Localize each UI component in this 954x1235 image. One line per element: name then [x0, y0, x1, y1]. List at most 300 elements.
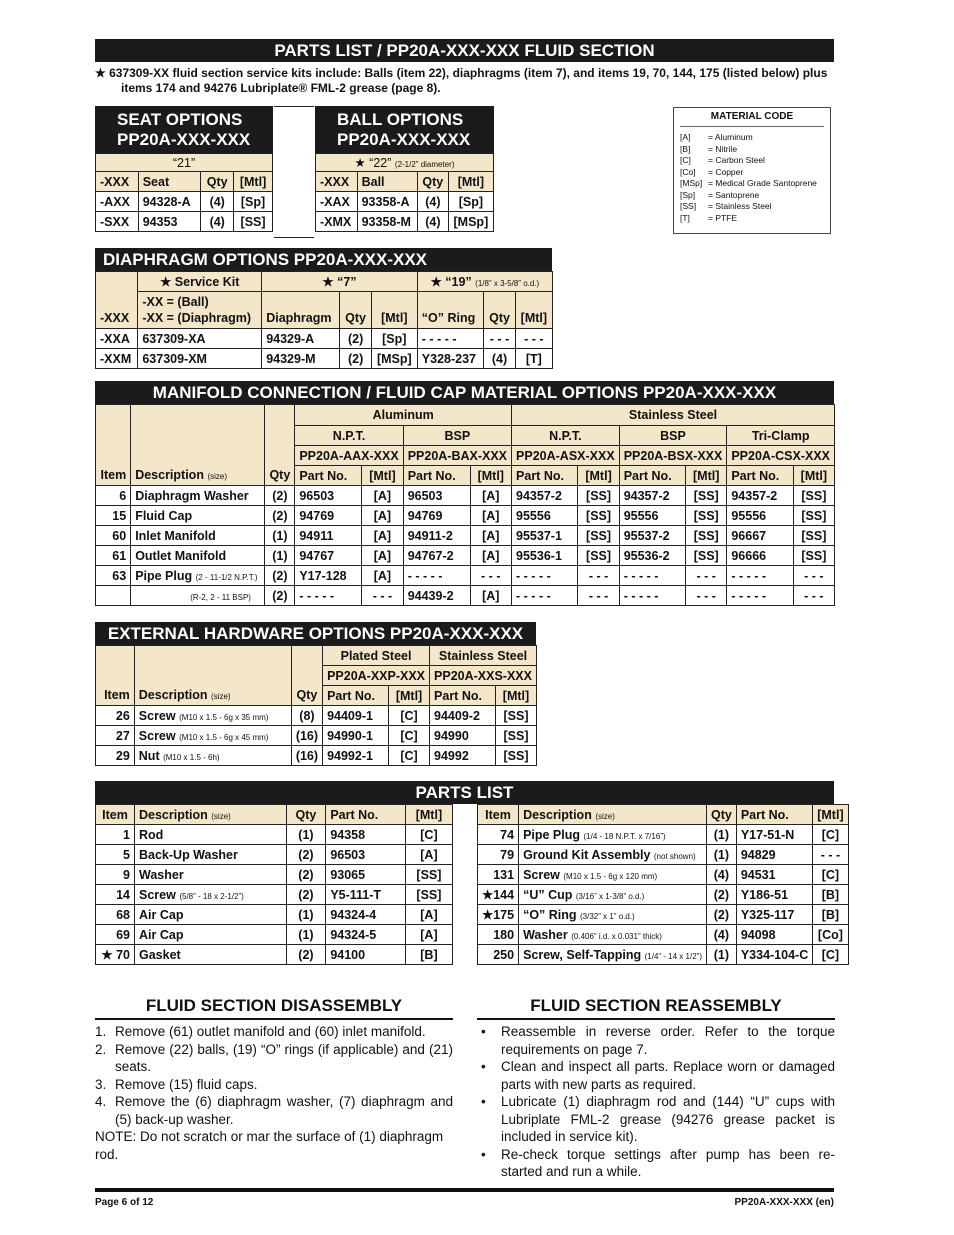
disassembly-title: FLUID SECTION DISASSEMBLY: [95, 994, 453, 1020]
cell: [SS]: [234, 212, 273, 232]
item-cell: 61: [96, 546, 131, 566]
table-row: [96, 845, 453, 865]
kit-note-line1: 637309-XX fluid section service kits include: Balls (item 22), diaphragms (item 7), and items 19, 70, 144, 175 (listed below) plus: [109, 66, 828, 80]
cell: 94992: [430, 746, 496, 766]
size-text: (1/4 - 18 N.P.T. x 7/16”): [583, 831, 666, 841]
cell: 94911-2: [403, 526, 470, 546]
mtl-header: [Mtl]: [793, 466, 834, 486]
qty-header: Qty: [286, 805, 326, 825]
h-npt-ss: N.P.T.: [512, 426, 620, 446]
desc-cell: [131, 586, 265, 606]
cell: 94357-2: [619, 486, 685, 506]
mtl-cell: [SS]: [405, 885, 452, 905]
item-cell: 14: [96, 885, 135, 905]
ball-title: BALL OPTIONS: [337, 110, 464, 129]
cell: - - -: [362, 586, 404, 606]
cell: - - - - -: [295, 586, 362, 606]
desc-cell: [135, 885, 287, 905]
diaphragm-h-kit-codes: [138, 292, 262, 329]
cell: [SS]: [686, 526, 727, 546]
item-cell: 5: [96, 845, 135, 865]
manifold-h-desc: [131, 405, 265, 486]
mtl-cell: [C]: [813, 865, 848, 885]
desc-cell: [135, 905, 287, 925]
cell: 94409-1: [323, 706, 389, 726]
mtl-cell: [Co]: [813, 925, 848, 945]
cell: - - - - -: [512, 586, 578, 606]
material-code-key: [Sp]: [680, 189, 696, 200]
size-label: (size): [211, 811, 231, 821]
item-cell: 79: [478, 845, 519, 865]
qty-cell: (2): [286, 865, 326, 885]
table-row: [96, 905, 453, 925]
desc-cell: [131, 506, 265, 526]
cell: [SS]: [686, 546, 727, 566]
mtl-cell: [C]: [405, 825, 452, 845]
cell: Y328-237: [417, 349, 484, 369]
table-row: [478, 945, 849, 965]
star-icon: ★: [95, 66, 106, 80]
cell: [SS]: [578, 546, 619, 566]
qty-cell: (2): [265, 506, 295, 526]
material-code-key: [B]: [680, 143, 691, 154]
bullet-icon: •: [481, 1059, 486, 1074]
cell: 95556: [619, 506, 685, 526]
code-aax: PP20A-AAX-XXX: [295, 446, 403, 466]
cell: 93358-A: [357, 192, 417, 212]
h-bsp: BSP: [403, 426, 511, 446]
desc-cell: [135, 825, 287, 845]
size-text: (1/4” - 14 x 1/2”): [644, 951, 702, 961]
footer-rule: [95, 1188, 834, 1192]
table-row: [478, 825, 849, 845]
desc-text: Fluid Cap: [135, 508, 193, 523]
ball-table: [315, 153, 494, 232]
cell: -XMX: [316, 212, 358, 232]
cell: - - -: [686, 586, 727, 606]
cell: [SS]: [793, 506, 834, 526]
qty-cell: (8): [291, 706, 322, 726]
diaphragm-h-kit: ★ Service Kit: [138, 272, 262, 292]
diaphragm-h-diaph: Diaphragm: [262, 292, 340, 329]
cell: 637309-XA: [138, 329, 262, 349]
cell: [Sp]: [234, 192, 273, 212]
size-text: (M10 x 1.5 - 6g x 35 mm): [179, 712, 269, 722]
manifold-h-item: Item: [96, 405, 131, 486]
cell: 95556: [512, 506, 578, 526]
desc-cell: [135, 945, 287, 965]
material-code-value: = Aluminum: [708, 132, 753, 142]
qty-cell: (2): [286, 885, 326, 905]
table-row: [478, 905, 849, 925]
step-text: Remove (61) outlet manifold and (60) inlet manifold.: [115, 1024, 426, 1039]
table-row: [96, 586, 835, 606]
diaphragm-h-19: [417, 272, 552, 292]
desc-text: Screw: [138, 708, 176, 723]
table-row: [478, 865, 849, 885]
item-cell: 74: [478, 825, 519, 845]
reassembly-bullet: [477, 1093, 835, 1146]
hw-h-part2: Part No.: [430, 686, 496, 706]
cell: [SS]: [495, 726, 536, 746]
size-text: (0.406” i.d. x 0.031” thick): [571, 931, 662, 941]
desc-text: Pipe Plug: [523, 827, 581, 842]
cell: - - - - -: [417, 329, 484, 349]
part-no-header: Part No.: [727, 466, 793, 486]
desc-text: Air Cap: [139, 907, 184, 922]
step-number: 3.: [95, 1076, 107, 1092]
part-cell: Y186-51: [736, 885, 812, 905]
hw-h-mtl: [Mtl]: [389, 686, 430, 706]
qty-cell: (4): [706, 865, 736, 885]
item-cell: 60: [96, 526, 131, 546]
cell: - - -: [686, 566, 727, 586]
desc-cell: [134, 746, 291, 766]
size-text: (M10 x 1.5 - 6g x 120 mm): [563, 871, 658, 881]
part-no-header: Part No.: [512, 466, 578, 486]
cell: 94353: [138, 212, 201, 232]
desc-cell: [519, 925, 707, 945]
table-row: [316, 212, 494, 232]
item-cell: 26: [96, 706, 135, 726]
manifold-table: [95, 404, 835, 606]
cell: [SS]: [793, 546, 834, 566]
table-row: [96, 706, 537, 726]
reassembly-bullet: [477, 1146, 835, 1181]
qty-cell: (1): [706, 845, 736, 865]
mtl-cell: [C]: [813, 825, 848, 845]
cell: [A]: [470, 506, 512, 526]
hw-h-item: Item: [96, 646, 135, 706]
cell: - - -: [515, 329, 552, 349]
desc-label: Description: [139, 807, 208, 822]
cell: -XXA: [96, 329, 138, 349]
material-code-value: = Copper: [708, 166, 744, 177]
cell: 94357-2: [512, 486, 578, 506]
part-cell: Y334-104-C: [736, 945, 812, 965]
cell: [A]: [362, 506, 404, 526]
parts-left-table: [95, 804, 453, 965]
desc-text: Screw, Self-Tapping: [523, 947, 642, 962]
qty-cell: (1): [265, 546, 295, 566]
desc-text: Washer: [139, 867, 184, 882]
code-xxp: PP20A-XXP-XXX: [323, 666, 430, 686]
hw-h-qty: Qty: [291, 646, 322, 706]
material-code-row: [680, 167, 824, 179]
material-code-key: [T]: [680, 212, 690, 223]
part-cell: Y17-51-N: [736, 825, 812, 845]
desc-text: Screw: [138, 728, 176, 743]
cell: [SS]: [793, 526, 834, 546]
cell: 94329-A: [262, 329, 340, 349]
kit-diaph-code: -XX = (Diaphragm): [142, 311, 252, 325]
desc-label: Description: [523, 807, 592, 822]
reassembly-bullet: [477, 1058, 835, 1093]
qty-cell: (2): [706, 905, 736, 925]
part-no-header: Part No.: [619, 466, 685, 486]
cell: 94911: [295, 526, 362, 546]
desc-text: Screw: [523, 867, 560, 882]
part-cell: 94098: [736, 925, 812, 945]
mtl-cell: [B]: [813, 905, 848, 925]
cell: (2): [340, 329, 371, 349]
reassembly-bullets: [477, 1023, 835, 1181]
cell: [SS]: [578, 486, 619, 506]
cell: 95536-1: [512, 546, 578, 566]
bullet-icon: •: [481, 1146, 486, 1162]
cell: 93358-M: [357, 212, 417, 232]
seat-h1: Seat: [138, 172, 201, 192]
qty-cell: (2): [706, 885, 736, 905]
material-code-row: [680, 144, 824, 156]
table-row: [96, 349, 553, 369]
cell: 95536-2: [619, 546, 685, 566]
kit-note-line2: items 174 and 94276 Lubriplate® FML-2 grease (page 8).: [121, 81, 441, 95]
item-cell: 27: [96, 726, 135, 746]
cell: - - - - -: [727, 566, 793, 586]
mtl-cell: [C]: [813, 945, 848, 965]
cell: [A]: [470, 526, 512, 546]
step-number: 4.: [95, 1094, 107, 1109]
mtl-cell: [A]: [405, 925, 452, 945]
size-text: (5/8” - 18 x 2-1/2”): [179, 891, 244, 901]
parts-title: PARTS LIST: [95, 781, 834, 804]
cell: - - -: [484, 329, 515, 349]
desc-header: [519, 805, 707, 825]
desc-cell: [135, 845, 287, 865]
cell: - - -: [793, 586, 834, 606]
desc-label: Description: [138, 688, 208, 702]
cell: - - -: [793, 566, 834, 586]
diaphragm-h-qty2: Qty: [484, 292, 515, 329]
diaphragm-h-mtl: [Mtl]: [371, 292, 417, 329]
diaphragm-h-oring: “O” Ring: [417, 292, 484, 329]
desc-cell: [519, 865, 707, 885]
part-cell: 94531: [736, 865, 812, 885]
cell: (4): [417, 212, 448, 232]
disassembly-note: NOTE: Do not scratch or mar the surface of (1) diaphragm rod.: [95, 1129, 444, 1162]
qty-cell: (2): [265, 486, 295, 506]
step-text: Remove (15) fluid caps.: [115, 1076, 258, 1092]
step-number: 1.: [95, 1024, 107, 1039]
qty-cell: (4): [706, 925, 736, 945]
cell: 94767-2: [403, 546, 470, 566]
cell: [T]: [515, 349, 552, 369]
table-row: [96, 329, 553, 349]
part-cell: 94358: [326, 825, 406, 845]
material-code-row: [680, 155, 824, 167]
qty-cell: (16): [291, 726, 322, 746]
ball-sub-label: ★ “22”: [354, 156, 392, 170]
mtl-cell: [A]: [405, 845, 452, 865]
footer-page: Page 6 of 12: [95, 1197, 154, 1208]
seat-h2: Qty: [201, 172, 234, 192]
parts-right-table: [477, 804, 849, 965]
hw-h-plated: Plated Steel: [323, 646, 430, 666]
cell: [A]: [470, 586, 512, 606]
reassembly-title: FLUID SECTION REASSEMBLY: [477, 994, 835, 1020]
cell: - - - - -: [619, 566, 685, 586]
desc-text: Back-Up Washer: [139, 847, 238, 862]
table-row: [96, 526, 835, 546]
cell: (4): [201, 212, 234, 232]
cell: [SS]: [686, 506, 727, 526]
cell: [Sp]: [371, 329, 417, 349]
table-row: [96, 865, 453, 885]
hardware-title: EXTERNAL HARDWARE OPTIONS PP20A-XXX-XXX: [95, 622, 536, 645]
cell: - - - - -: [727, 586, 793, 606]
material-code-key: [A]: [680, 132, 691, 142]
ball-h1: Ball: [357, 172, 417, 192]
item-cell: 15: [96, 506, 131, 526]
manifold-h-qty: Qty: [265, 405, 295, 486]
qty-cell: (1): [265, 526, 295, 546]
diaphragm-table: [95, 271, 553, 369]
item-cell: ★144: [478, 885, 519, 905]
size-text: (M10 x 1.5 - 6h): [163, 752, 220, 762]
diaphragm-title-text: DIAPHRAGM OPTIONS PP20A-XXX-XXX: [103, 250, 428, 269]
part-cell: 94829: [736, 845, 812, 865]
disassembly-step: [95, 1041, 453, 1076]
step-text: Remove (22) balls, (19) “O” rings (if applicable) and (21) seats.: [115, 1041, 453, 1074]
mtl-header: [Mtl]: [686, 466, 727, 486]
part-cell: 96503: [326, 845, 406, 865]
material-code-row: [680, 132, 824, 144]
h-npt: N.P.T.: [295, 426, 403, 446]
seat-h0: -XXX: [96, 172, 139, 192]
table-row: [96, 945, 453, 965]
seat-table: [95, 153, 273, 232]
item-cell: 1: [96, 825, 135, 845]
seat-options: [95, 106, 273, 232]
size-label: (size): [207, 472, 227, 481]
hardware-table: [95, 645, 537, 766]
cell: 94329-M: [262, 349, 340, 369]
material-code-value: = Medical Grade Santoprene: [708, 178, 817, 188]
item-cell: 69: [96, 925, 135, 945]
part-no-header: Part No.: [295, 466, 362, 486]
cell: (2): [340, 349, 371, 369]
table-row: [316, 192, 494, 212]
material-code-title: MATERIAL CODE: [680, 108, 824, 127]
cell: - - - - -: [619, 586, 685, 606]
cell: - - -: [470, 566, 512, 586]
ball-h3: [Mtl]: [448, 172, 493, 192]
code-bax: PP20A-BAX-XXX: [403, 446, 511, 466]
desc-text: “U” Cup: [523, 887, 573, 902]
desc-text: “O” Ring: [523, 907, 577, 922]
cell: [SS]: [793, 486, 834, 506]
cell: 94769: [403, 506, 470, 526]
cell: - - - - -: [403, 566, 470, 586]
mtl-cell: [B]: [405, 945, 452, 965]
cell: 94439-2: [403, 586, 470, 606]
code-xxs: PP20A-XXS-XXX: [430, 666, 537, 686]
item-cell: 250: [478, 945, 519, 965]
qty-cell: (2): [286, 845, 326, 865]
qty-cell: (1): [286, 825, 326, 845]
cell: 94769: [295, 506, 362, 526]
cell: - - -: [578, 566, 619, 586]
diaphragm-h-code: -XXX: [96, 272, 138, 329]
cell: [SS]: [578, 526, 619, 546]
cell: 94357-2: [727, 486, 793, 506]
table-row: [96, 192, 273, 212]
cell: 94990: [430, 726, 496, 746]
desc-cell: [135, 865, 287, 885]
manifold-h-stainless: Stainless Steel: [512, 405, 835, 426]
step-text: Remove the (6) diaphragm washer, (7) diaphragm and (5) back-up washer.: [115, 1094, 453, 1127]
table-row: [96, 486, 835, 506]
cell: - - - - -: [512, 566, 578, 586]
material-code: [673, 107, 831, 234]
cell: 94990-1: [323, 726, 389, 746]
size-text: (3/16” x 1-3/8” o.d.): [575, 891, 645, 901]
mtl-header: [Mtl]: [470, 466, 512, 486]
diaphragm-h-19-label: ★ “19”: [430, 275, 472, 289]
material-code-value: = Santoprene: [708, 189, 760, 200]
mtl-header: [Mtl]: [578, 466, 619, 486]
cell: [MSp]: [448, 212, 493, 232]
desc-cell: [131, 566, 265, 586]
desc-header: [135, 805, 287, 825]
desc-text: Gasket: [139, 947, 181, 962]
cell: (4): [417, 192, 448, 212]
cell: 96503: [403, 486, 470, 506]
mtl-cell: [A]: [405, 905, 452, 925]
item-cell: 9: [96, 865, 135, 885]
manifold-title: MANIFOLD CONNECTION / FLUID CAP MATERIAL OPTIONS PP20A-XXX-XXX: [95, 381, 834, 404]
item-header: Item: [478, 805, 519, 825]
disassembly-steps: [95, 1023, 453, 1163]
item-cell: ★ 70: [96, 945, 135, 965]
desc-text: Washer: [523, 927, 568, 942]
qty-cell: (1): [706, 945, 736, 965]
hw-h-part: Part No.: [323, 686, 389, 706]
cell: (4): [201, 192, 234, 212]
cell: 95537-1: [512, 526, 578, 546]
bullet-text: Lubricate (1) diaphragm rod and (144) “U” cups with Lubriplate FML-2 grease (94276 grease packet is included in service kit).: [501, 1094, 835, 1144]
table-row: [96, 212, 273, 232]
table-row: [96, 925, 453, 945]
table-row: [96, 506, 835, 526]
desc-cell: [519, 845, 707, 865]
mtl-cell: - - -: [813, 845, 848, 865]
page-title: PARTS LIST / PP20A-XXX-XXX FLUID SECTION: [95, 39, 834, 62]
part-cell: 94324-5: [326, 925, 406, 945]
mtl-header: [Mtl]: [362, 466, 404, 486]
item-cell: 6: [96, 486, 131, 506]
desc-text: Nut: [138, 748, 160, 763]
cell: [A]: [362, 526, 404, 546]
desc-text: Screw: [139, 887, 176, 902]
material-code-key: [Co]: [680, 166, 696, 177]
desc-cell: [134, 726, 291, 746]
material-code-key: [SS]: [680, 201, 697, 211]
item-header: Item: [96, 805, 135, 825]
cell: 96503: [295, 486, 362, 506]
desc-cell: [519, 945, 707, 965]
bullet-text: Re-check torque settings after pump has been re-started and run a while.: [501, 1146, 835, 1179]
cell: [A]: [470, 546, 512, 566]
bullet-text: Reassemble in reverse order. Refer to the torque requirements on page 7.: [501, 1024, 835, 1057]
disassembly-step: [95, 1093, 453, 1128]
desc-text: Pipe Plug: [135, 568, 193, 583]
cell: 95537-2: [619, 526, 685, 546]
size-label: (size): [595, 811, 615, 821]
qty-cell: (2): [286, 945, 326, 965]
hw-h-desc: [134, 646, 291, 706]
